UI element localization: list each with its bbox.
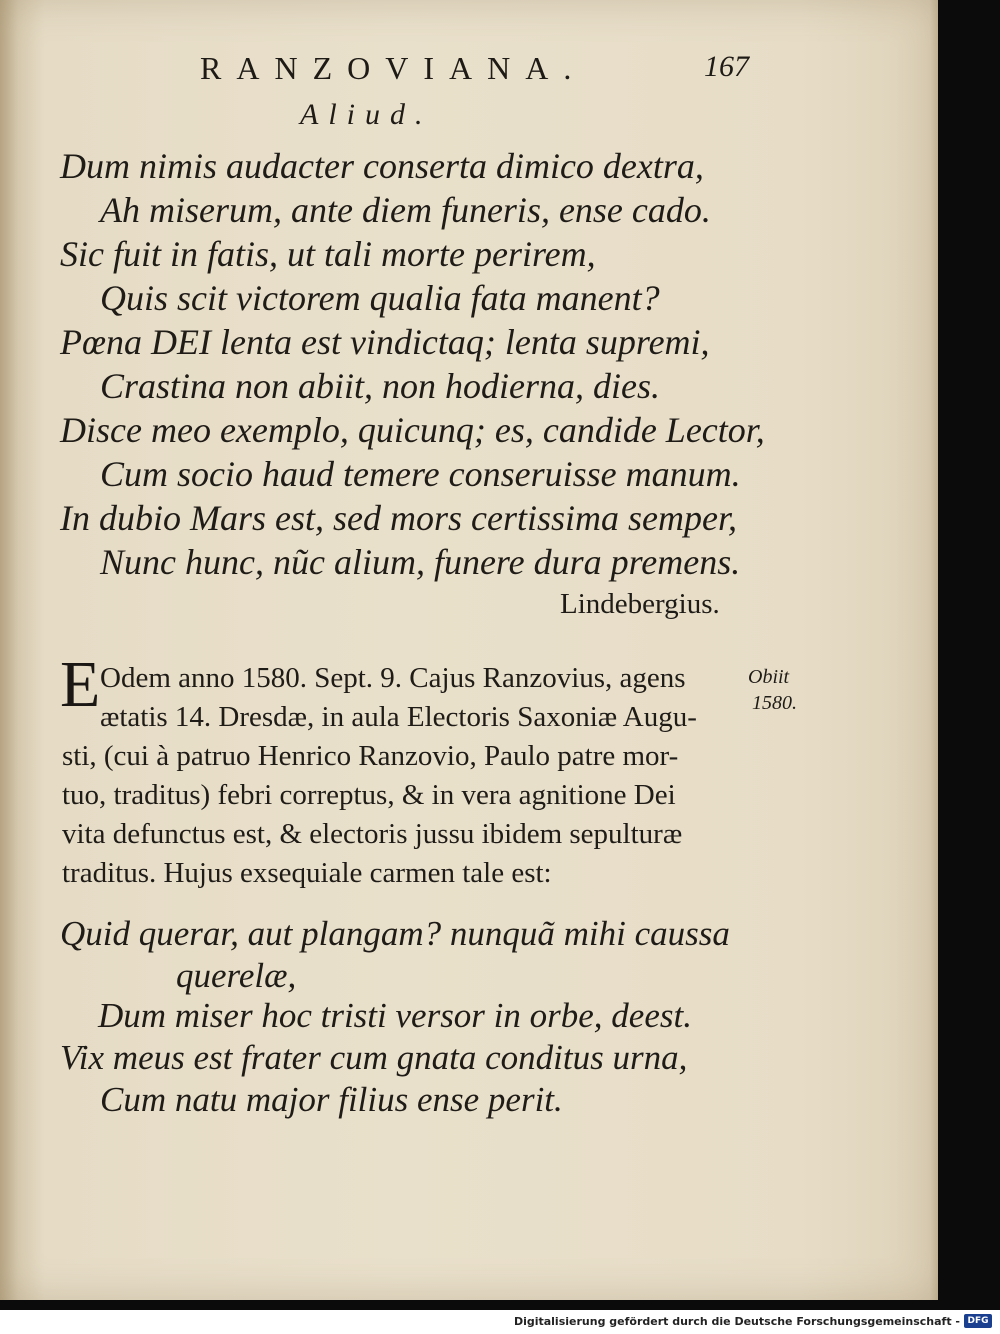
prose-line: Odem anno 1580. Sept. 9. Cajus Ranzovius, agens	[100, 662, 686, 694]
verse-line: Ah miserum, ante diem funeris, ense cado.	[100, 190, 711, 230]
verse-line: Dum nimis audacter conserta dimico dextra,	[60, 146, 704, 186]
prose-line: tuo, traditus) febri correptus, & in vera agnitione Dei	[62, 779, 676, 811]
margin-note-year: 1580.	[752, 692, 797, 714]
verse-line: Crastina non abiit, non hodierna, dies.	[100, 366, 661, 406]
verse-line: Sic fuit in fatis, ut tali morte perirem,	[60, 234, 596, 274]
verse-line: Quis scit victorem qualia fata manent?	[100, 278, 660, 318]
verse-line: In dubio Mars est, sed mors certissima semper,	[60, 498, 737, 538]
prose-line: ætatis 14. Dresdæ, in aula Electoris Saxoniæ Augu-	[100, 701, 697, 733]
verse-line: Cum socio haud temere conseruisse manum.	[100, 454, 741, 494]
prose-line: sti, (cui à patruo Henrico Ranzovio, Paulo patre mor-	[62, 740, 679, 772]
verse-line: Pœna DEI lenta est vindictaq; lenta supremi,	[60, 322, 710, 362]
page-number: 167	[704, 50, 749, 83]
verse-line: Cum natu major filius ense perit.	[100, 1080, 563, 1119]
margin-note-obiit: Obiit	[748, 666, 790, 688]
verse-line: Disce meo exemplo, quicunq; es, candide Lector,	[60, 410, 765, 450]
verse-line: Dum miser hoc tristi versor in orbe, deest.	[98, 996, 692, 1035]
dfg-logo: DFG	[964, 1314, 992, 1328]
prose-line: traditus. Hujus exsequiale carmen tale est:	[62, 857, 552, 889]
poem-title: Aliud.	[300, 98, 433, 131]
funding-credit: Digitalisierung gefördert durch die Deutsche Forschungsgemeinschaft -	[513, 1315, 960, 1328]
verse-line: Vix meus est frater cum gnata conditus urna,	[60, 1038, 688, 1077]
drop-cap-initial: E	[60, 648, 101, 721]
running-title: RANZOVIANA.	[200, 50, 587, 86]
digitization-footer	[0, 1310, 1000, 1334]
verse-line: querelæ,	[176, 956, 297, 995]
verse-line: Nunc hunc, nũc alium, funere dura premens.	[100, 542, 741, 582]
page-header	[0, 42, 938, 92]
prose-line: vita defunctus est, & electoris jussu ibidem sepulturæ	[62, 818, 683, 850]
poem-author: Lindebergius.	[560, 588, 720, 620]
verse-line: Quid querar, aut plangam? nunquã mihi caussa	[60, 914, 730, 953]
